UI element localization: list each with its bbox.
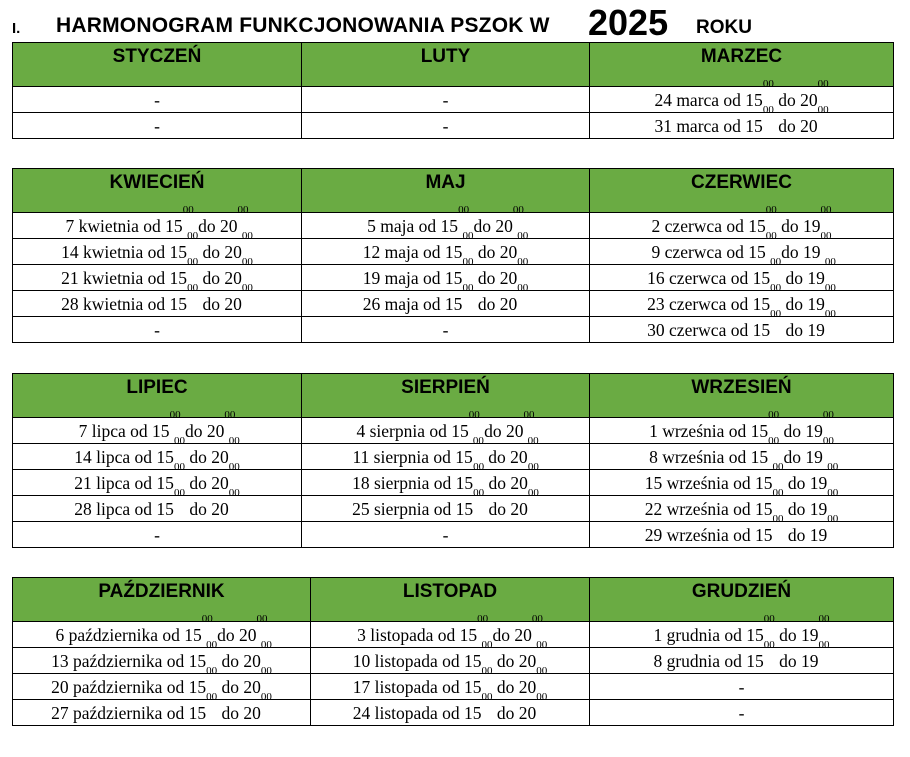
empty-entry: - <box>590 674 894 700</box>
empty-entry: - <box>302 317 590 343</box>
end-minutes: 00 <box>818 612 830 625</box>
month-header: SIERPIEŃ <box>302 374 590 418</box>
end-minutes: 00 <box>228 460 240 473</box>
table-row <box>13 444 894 470</box>
start-minutes: 00 <box>770 255 782 268</box>
table-row <box>13 418 894 444</box>
start-minutes: 00 <box>770 281 782 294</box>
end-minutes: 00 <box>531 612 543 625</box>
end-minutes: 00 <box>817 103 829 116</box>
start-minutes: 00 <box>481 690 493 703</box>
empty-entry: - <box>302 87 590 113</box>
empty-entry: - <box>302 522 590 548</box>
schedule-entry: 1 grudnia od $15^{00}$ do $19^{00}$ <box>590 622 894 648</box>
table-row <box>13 317 894 343</box>
start-minutes: 00 <box>765 229 777 242</box>
end-minutes: 00 <box>820 203 832 216</box>
end-minutes: 00 <box>228 486 240 499</box>
title-text: HARMONOGRAM FUNKCJONOWANIA PSZOK W <box>56 14 550 37</box>
start-minutes: 00 <box>187 255 199 268</box>
table-row <box>13 213 894 239</box>
schedule-entry: 16 czerwca od $15^{00}$ do $19^{00}$ <box>590 265 894 291</box>
empty-entry: - <box>13 87 302 113</box>
end-minutes: 00 <box>260 690 272 703</box>
start-minutes: 00 <box>201 612 213 625</box>
end-minutes: 00 <box>827 512 839 525</box>
start-minutes: 00 <box>473 460 485 473</box>
schedule-entry: 1 września od $15^{00}$ do $19^{00}$ <box>590 418 894 444</box>
end-minutes: 00 <box>523 408 535 421</box>
title-year: 2025 <box>588 2 669 43</box>
start-minutes: 00 <box>763 612 775 625</box>
schedule-entry: 14 lipca od $15^{00}$ do $20^{00}$ <box>13 444 302 470</box>
start-minutes: 00 <box>763 638 775 651</box>
end-minutes: 00 <box>536 664 548 677</box>
start-minutes: 00 <box>768 408 780 421</box>
table-row <box>13 239 894 265</box>
schedule-entry: 7 lipca od $15^{00}$ do $20^{00}$ <box>13 418 302 444</box>
start-minutes: 00 <box>770 307 782 320</box>
schedule-entry: 20 października od $15^{00}$ do $20^{00}$ <box>13 674 311 700</box>
start-minutes: 00 <box>173 460 185 473</box>
empty-entry: - <box>302 113 590 139</box>
title-suffix: ROKU <box>696 17 752 38</box>
end-minutes: 00 <box>822 434 834 447</box>
end-minutes: 00 <box>512 203 524 216</box>
end-minutes: 00 <box>536 690 548 703</box>
start-minutes: 00 <box>206 664 218 677</box>
month-header-row <box>13 374 894 418</box>
table-row <box>13 648 894 674</box>
end-minutes: 00 <box>517 255 529 268</box>
schedule-entry: 3 listopada od $15^{00}$ do $20^{00}$ <box>311 622 590 648</box>
schedule-entry: 12 maja od $15^{00}$ do $20^{00}$ <box>302 239 590 265</box>
empty-entry: - <box>13 522 302 548</box>
schedule-entry: 27 października od $15^{00}$ do $20^{00}$ <box>13 700 311 726</box>
month-header-row <box>13 578 894 622</box>
start-minutes: 00 <box>182 203 194 216</box>
schedule-entry: 23 czerwca od $15^{00}$ do $19^{00}$ <box>590 291 894 317</box>
end-minutes: 00 <box>241 229 253 242</box>
start-minutes: 00 <box>462 229 474 242</box>
month-header: MARZEC <box>590 43 894 87</box>
month-header: PAŹDZIERNIK <box>13 578 311 622</box>
schedule-entry: 14 kwietnia od $15^{00}$ do $20^{00}$ <box>13 239 302 265</box>
month-header-row <box>13 43 894 87</box>
end-minutes: 00 <box>824 255 836 268</box>
start-minutes: 00 <box>768 434 780 447</box>
end-minutes: 00 <box>256 612 268 625</box>
start-minutes: 00 <box>468 408 480 421</box>
month-header: MAJ <box>302 169 590 213</box>
end-minutes: 00 <box>237 203 249 216</box>
empty-entry: - <box>13 317 302 343</box>
schedule-entry: 22 września od $15^{00}$ do $19^{00}$ <box>590 496 894 522</box>
start-minutes: 00 <box>462 255 474 268</box>
start-minutes: 00 <box>472 434 484 447</box>
quarter-table <box>12 168 894 343</box>
end-minutes: 00 <box>824 281 836 294</box>
month-header: KWIECIEŃ <box>13 169 302 213</box>
schedule-entry: 24 marca od $15^{00}$ do $20^{00}$ <box>590 87 894 113</box>
schedule-entry: 26 maja od $15^{00}$ do $20^{00}$ <box>302 291 590 317</box>
table-row <box>13 470 894 496</box>
start-minutes: 00 <box>772 512 784 525</box>
month-header: WRZESIEŃ <box>590 374 894 418</box>
start-minutes: 00 <box>169 408 181 421</box>
start-minutes: 00 <box>772 486 784 499</box>
start-minutes: 00 <box>206 690 218 703</box>
schedule-entry: 28 lipca od $15^{00}$ do $20^{00}$ <box>13 496 302 522</box>
start-minutes: 00 <box>481 664 493 677</box>
schedule-entry: 21 kwietnia od $15^{00}$ do $20^{00}$ <box>13 265 302 291</box>
start-minutes: 00 <box>173 486 185 499</box>
schedule-entry: 6 października od $15^{00}$ do $20^{00}$ <box>13 622 311 648</box>
end-minutes: 00 <box>827 486 839 499</box>
schedule-entry: 10 listopada od $15^{00}$ do $20^{00}$ <box>311 648 590 674</box>
schedule-entry: 24 listopada od $15^{00}$ do $20^{00}$ <box>311 700 590 726</box>
schedule-entry: 18 sierpnia od $15^{00}$ do $20^{00}$ <box>302 470 590 496</box>
start-minutes: 00 <box>187 229 199 242</box>
end-minutes: 00 <box>517 281 529 294</box>
schedule-entry: 15 września od $15^{00}$ do $19^{00}$ <box>590 470 894 496</box>
quarter-table <box>12 42 894 139</box>
end-minutes: 00 <box>822 408 834 421</box>
end-minutes: 00 <box>527 434 539 447</box>
start-minutes: 00 <box>481 638 493 651</box>
table-row <box>13 265 894 291</box>
schedule-entry: 5 maja od $15^{00}$ do $20^{00}$ <box>302 213 590 239</box>
start-minutes: 00 <box>173 434 185 447</box>
quarter-table <box>12 577 894 726</box>
month-header: LUTY <box>302 43 590 87</box>
month-header: CZERWIEC <box>590 169 894 213</box>
start-minutes: 00 <box>206 638 218 651</box>
start-minutes: 00 <box>765 203 777 216</box>
table-row <box>13 674 894 700</box>
schedule-entry: 19 maja od $15^{00}$ do $20^{00}$ <box>302 265 590 291</box>
end-minutes: 00 <box>228 434 240 447</box>
table-row <box>13 700 894 726</box>
end-minutes: 00 <box>536 638 548 651</box>
end-minutes: 00 <box>527 486 539 499</box>
month-header: STYCZEŃ <box>13 43 302 87</box>
start-minutes: 00 <box>762 103 774 116</box>
end-minutes: 00 <box>817 77 829 90</box>
start-minutes: 00 <box>462 281 474 294</box>
empty-entry: - <box>13 113 302 139</box>
end-minutes: 00 <box>820 229 832 242</box>
section-number: I. <box>12 20 21 37</box>
start-minutes: 00 <box>477 612 489 625</box>
schedule-entry: 9 czerwca od $15^{00}$ do $19^{00}$ <box>590 239 894 265</box>
month-header: LIPIEC <box>13 374 302 418</box>
schedule-entry: 7 kwietnia od $15^{00}$ do $20^{00}$ <box>13 213 302 239</box>
schedule-entry: 8 września od $15^{00}$ do $19^{00}$ <box>590 444 894 470</box>
schedule-entry: 13 października od $15^{00}$ do $20^{00}$ <box>13 648 311 674</box>
start-minutes: 00 <box>458 203 470 216</box>
end-minutes: 00 <box>241 281 253 294</box>
quarter-table <box>12 373 894 548</box>
schedule-entry: 29 września od $15^{00}$ do $19^{00}$ <box>590 522 894 548</box>
schedule-entry: 31 marca od $15^{00}$ do $20^{00}$ <box>590 113 894 139</box>
end-minutes: 00 <box>827 460 839 473</box>
end-minutes: 00 <box>241 255 253 268</box>
schedule-entry: 11 sierpnia od $15^{00}$ do $20^{00}$ <box>302 444 590 470</box>
start-minutes: 00 <box>762 77 774 90</box>
schedule-entry: 21 lipca od $15^{00}$ do $20^{00}$ <box>13 470 302 496</box>
schedule-entry: 2 czerwca od $15^{00}$ do $19^{00}$ <box>590 213 894 239</box>
end-minutes: 00 <box>818 638 830 651</box>
end-minutes: 00 <box>260 638 272 651</box>
table-row <box>13 291 894 317</box>
schedule-entry: 25 sierpnia od $15^{00}$ do $20^{00}$ <box>302 496 590 522</box>
schedule-entry: 8 grudnia od $15^{00}$ do $19^{00}$ <box>590 648 894 674</box>
schedule-entry: 28 kwietnia od $15^{00}$ do $20^{00}$ <box>13 291 302 317</box>
table-row <box>13 622 894 648</box>
schedule-entry: 17 listopada od $15^{00}$ do $20^{00}$ <box>311 674 590 700</box>
month-header-row <box>13 169 894 213</box>
schedule-entry: 30 czerwca od $15^{00}$ do $19^{00}$ <box>590 317 894 343</box>
start-minutes: 00 <box>473 486 485 499</box>
start-minutes: 00 <box>187 281 199 294</box>
table-row <box>13 113 894 139</box>
end-minutes: 00 <box>824 307 836 320</box>
table-row <box>13 522 894 548</box>
end-minutes: 00 <box>517 229 529 242</box>
month-header: GRUDZIEŃ <box>590 578 894 622</box>
start-minutes: 00 <box>772 460 784 473</box>
end-minutes: 00 <box>260 664 272 677</box>
schedule-entry: 4 sierpnia od $15^{00}$ do $20^{00}$ <box>302 418 590 444</box>
end-minutes: 00 <box>527 460 539 473</box>
empty-entry: - <box>590 700 894 726</box>
end-minutes: 00 <box>224 408 236 421</box>
table-row <box>13 87 894 113</box>
month-header: LISTOPAD <box>311 578 590 622</box>
table-row <box>13 496 894 522</box>
